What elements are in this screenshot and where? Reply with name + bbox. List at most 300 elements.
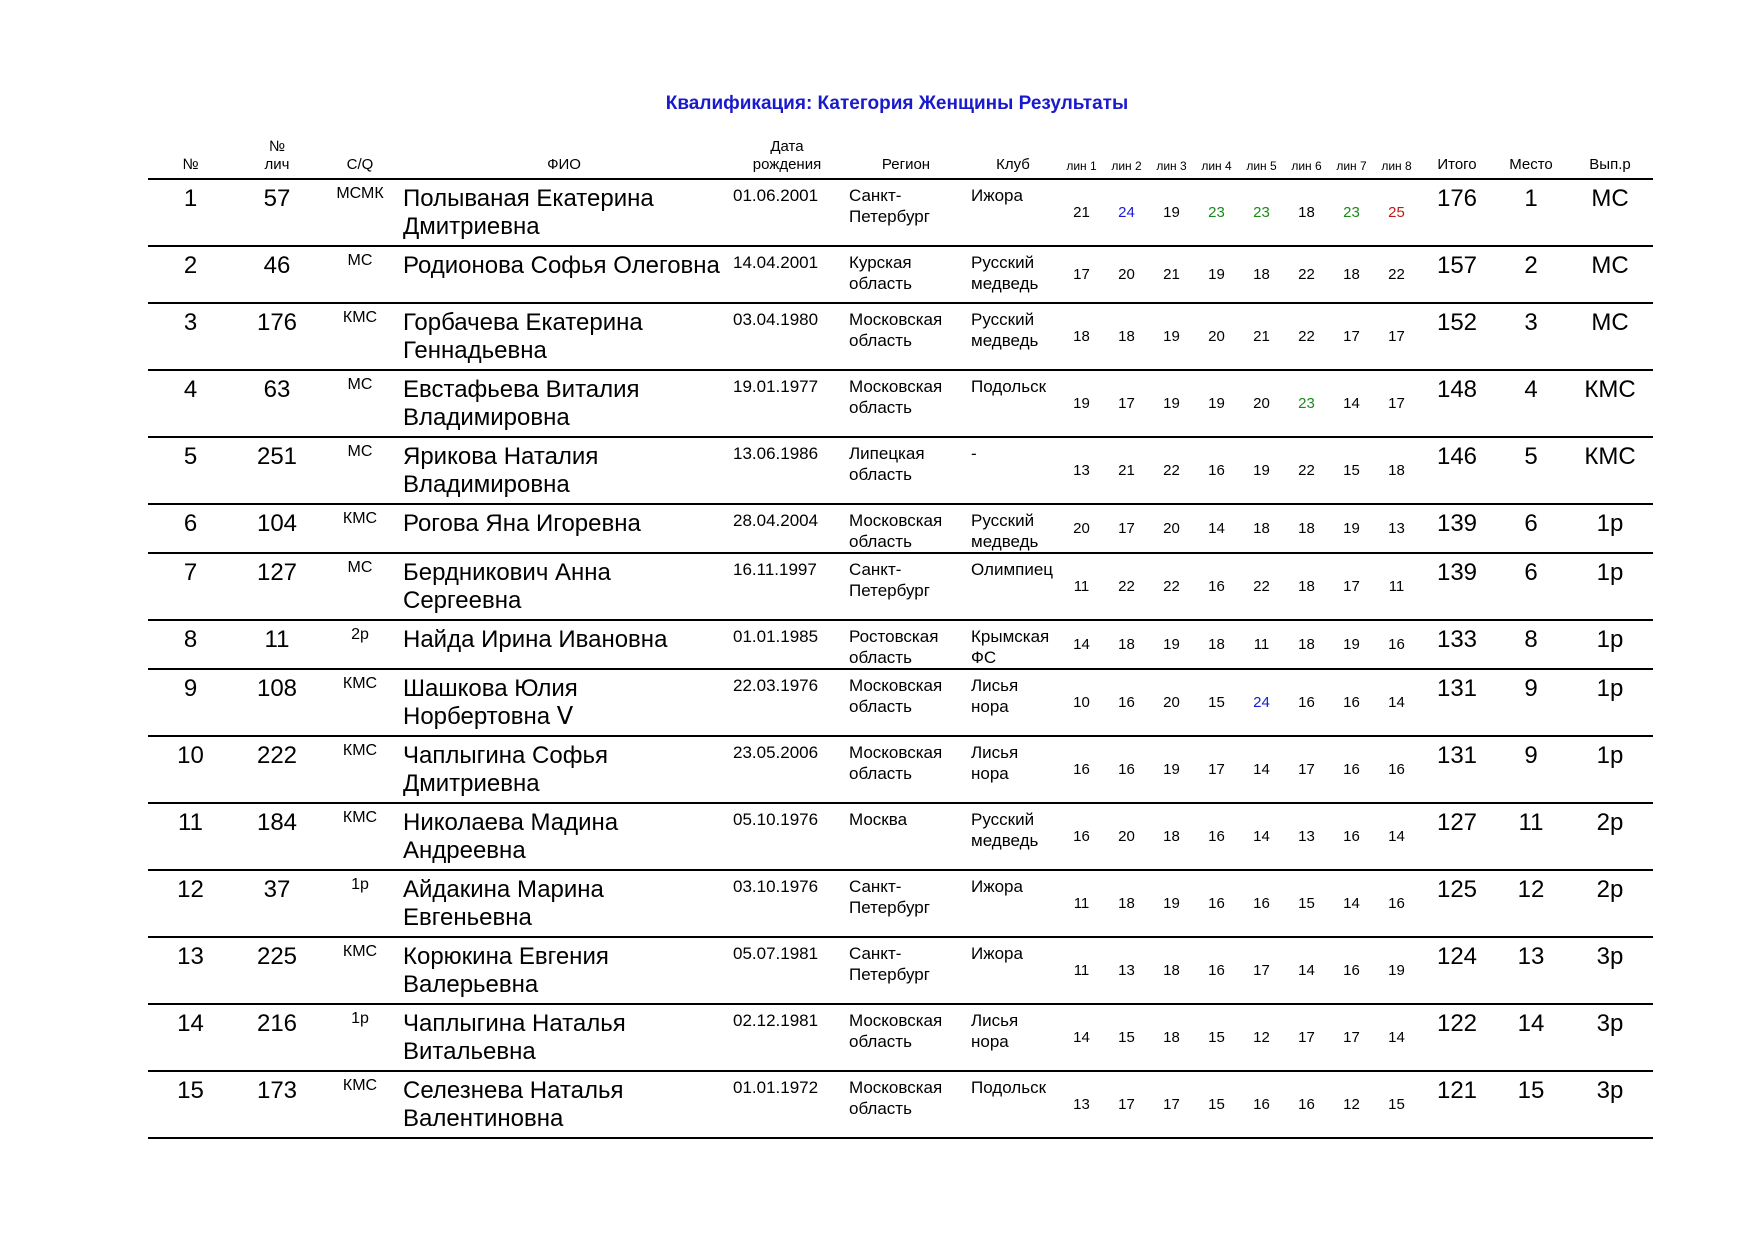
- cell-lane-2: 22: [1118, 578, 1135, 595]
- cell-rank: 3р: [1596, 943, 1624, 970]
- cell-place: 9: [1524, 742, 1538, 769]
- header-region: Регион: [881, 156, 931, 173]
- cell-region: Москва: [849, 810, 908, 829]
- header-total: Итого: [1437, 156, 1477, 173]
- cell-lane-1: 17: [1073, 266, 1090, 283]
- cell-num: 7: [183, 559, 198, 586]
- cell-lane-7: 19: [1343, 636, 1360, 653]
- cell-total: 146: [1436, 443, 1478, 470]
- cell-lane-7: 17: [1343, 1029, 1360, 1046]
- cell-club: Лисья нора: [971, 676, 1019, 716]
- cell-rank: 1р: [1596, 675, 1624, 702]
- cell-fio: Ярикова Наталия Владимировна: [403, 443, 599, 498]
- cell-rank: МС: [1591, 252, 1629, 279]
- cell-rank: 1р: [1596, 742, 1624, 769]
- cell-lane-5: 21: [1253, 328, 1270, 345]
- cell-lane-2: 20: [1118, 266, 1135, 283]
- cell-club: -: [971, 444, 977, 463]
- cell-lane-2: 20: [1118, 828, 1135, 845]
- cell-lane-5: 14: [1253, 828, 1270, 845]
- cell-fio: Полываная Екатерина Дмитриевна: [403, 185, 654, 240]
- cell-lane-6: 22: [1298, 266, 1315, 283]
- cell-region: Ростовская область: [849, 627, 939, 667]
- cell-num: 12: [177, 876, 204, 903]
- cell-lane-3: 19: [1163, 895, 1180, 912]
- cell-rank: МС: [1591, 309, 1629, 336]
- cell-fio: Селезнева Наталья Валентиновна: [403, 1077, 624, 1132]
- cell-club: Русский медведь: [971, 253, 1039, 293]
- cell-lane-2: 13: [1118, 962, 1135, 979]
- cell-place: 8: [1524, 626, 1538, 653]
- cell-total: 139: [1436, 559, 1478, 586]
- cell-lane-2: 18: [1118, 328, 1135, 345]
- table-row: [148, 870, 1653, 937]
- cell-fio: Родионова Софья Олеговна: [403, 252, 720, 279]
- cell-lane-2: 18: [1118, 895, 1135, 912]
- table-row: [148, 303, 1653, 370]
- header-lich: № лич: [264, 138, 290, 173]
- cell-date: 02.12.1981: [733, 1011, 819, 1030]
- cell-lane-7: 19: [1343, 520, 1360, 537]
- cell-date: 01.01.1985: [733, 627, 819, 646]
- cell-rank: 1р: [1596, 559, 1624, 586]
- cell-lane-7: 17: [1343, 578, 1360, 595]
- cell-date: 01.06.2001: [733, 186, 819, 205]
- table-row: [148, 937, 1653, 1004]
- cell-lane-4: 15: [1208, 694, 1225, 711]
- cell-lane-3: 18: [1163, 828, 1180, 845]
- cell-lich: 104: [256, 510, 298, 537]
- cell-total: 176: [1436, 185, 1478, 212]
- cell-lane-6: 13: [1298, 828, 1315, 845]
- header-club: Клуб: [996, 156, 1030, 173]
- cell-total: 122: [1436, 1010, 1478, 1037]
- cell-lane-1: 11: [1073, 895, 1090, 912]
- cell-date: 19.01.1977: [733, 377, 819, 396]
- cell-club: Ижора: [971, 944, 1023, 963]
- cell-lane-3: 19: [1163, 636, 1180, 653]
- cell-lane-1: 13: [1073, 462, 1090, 479]
- cell-cq: КМС: [342, 1077, 378, 1094]
- cell-lane-4: 23: [1208, 204, 1225, 221]
- cell-lane-5: 20: [1253, 395, 1270, 412]
- cell-lane-7: 14: [1343, 895, 1360, 912]
- cell-place: 6: [1524, 559, 1538, 586]
- table-row: [148, 179, 1653, 246]
- cell-lane-5: 11: [1253, 636, 1270, 653]
- cell-lane-5: 12: [1253, 1029, 1270, 1046]
- cell-lich: 46: [263, 252, 291, 279]
- cell-lane-8: 17: [1388, 328, 1405, 345]
- cell-lane-6: 23: [1298, 395, 1315, 412]
- cell-lane-1: 13: [1073, 1096, 1090, 1113]
- cell-lane-5: 18: [1253, 266, 1270, 283]
- cell-lich: 222: [256, 742, 298, 769]
- cell-rank: 1р: [1596, 626, 1624, 653]
- cell-lane-2: 17: [1118, 520, 1135, 537]
- cell-lane-8: 15: [1388, 1096, 1405, 1113]
- cell-lane-2: 17: [1118, 395, 1135, 412]
- cell-lane-4: 17: [1208, 761, 1225, 778]
- cell-fio: Николаева Мадина Андреевна: [403, 809, 619, 864]
- cell-lane-7: 16: [1343, 761, 1360, 778]
- cell-num: 1: [183, 185, 198, 212]
- header-date: Дата рождения: [752, 138, 822, 173]
- cell-lane-6: 18: [1298, 204, 1315, 221]
- header-num: №: [182, 156, 199, 173]
- cell-region: Московская область: [849, 676, 943, 716]
- cell-lich: 173: [256, 1077, 298, 1104]
- cell-date: 03.04.1980: [733, 310, 819, 329]
- cell-cq: КМС: [342, 742, 378, 759]
- header-lane-5: лин 5: [1246, 159, 1277, 173]
- cell-lane-4: 15: [1208, 1096, 1225, 1113]
- table-row: [148, 803, 1653, 870]
- cell-lane-7: 23: [1343, 204, 1360, 221]
- cell-lane-6: 16: [1298, 1096, 1315, 1113]
- table-row: [148, 370, 1653, 437]
- cell-lane-3: 18: [1163, 1029, 1180, 1046]
- cell-lane-3: 19: [1163, 395, 1180, 412]
- cell-total: 125: [1436, 876, 1478, 903]
- cell-lane-2: 18: [1118, 636, 1135, 653]
- cell-lane-8: 13: [1388, 520, 1405, 537]
- cell-lane-8: 11: [1388, 578, 1405, 595]
- cell-lane-3: 19: [1163, 328, 1180, 345]
- cell-lane-7: 14: [1343, 395, 1360, 412]
- cell-lich: 225: [256, 943, 298, 970]
- cell-lich: 57: [263, 185, 291, 212]
- cell-lane-6: 16: [1298, 694, 1315, 711]
- table-header-row: [148, 138, 1653, 179]
- cell-lane-7: 17: [1343, 328, 1360, 345]
- cell-rank: 2р: [1596, 876, 1624, 903]
- cell-fio: Шашкова Юлия Норбертовна ᐯ: [403, 675, 578, 730]
- cell-lane-5: 14: [1253, 761, 1270, 778]
- cell-lane-1: 11: [1073, 962, 1090, 979]
- table-row: [148, 504, 1653, 553]
- cell-total: 127: [1436, 809, 1478, 836]
- cell-lane-2: 15: [1118, 1029, 1135, 1046]
- cell-lane-4: 20: [1208, 328, 1225, 345]
- cell-cq: КМС: [342, 510, 378, 527]
- header-rank: Вып.р: [1589, 156, 1631, 173]
- cell-lich: 11: [264, 626, 290, 653]
- cell-total: 152: [1436, 309, 1478, 336]
- cell-place: 13: [1517, 943, 1545, 970]
- cell-region: Липецкая область: [849, 444, 925, 484]
- table-row: [148, 246, 1653, 303]
- cell-place: 11: [1518, 809, 1544, 836]
- cell-place: 6: [1524, 510, 1538, 537]
- cell-lane-1: 16: [1073, 828, 1090, 845]
- cell-region: Курская область: [849, 253, 912, 293]
- cell-lich: 108: [256, 675, 298, 702]
- cell-lane-1: 10: [1073, 694, 1090, 711]
- cell-region: Московская область: [849, 310, 943, 350]
- cell-lane-8: 22: [1388, 266, 1405, 283]
- cell-lane-2: 17: [1118, 1096, 1135, 1113]
- cell-lane-1: 14: [1073, 636, 1090, 653]
- cell-rank: 1р: [1596, 510, 1624, 537]
- cell-lane-8: 16: [1388, 895, 1405, 912]
- cell-fio: Рогова Яна Игоревна: [403, 510, 641, 537]
- cell-cq: КМС: [342, 309, 378, 326]
- cell-cq: МС: [347, 443, 373, 460]
- cell-num: 14: [177, 1010, 204, 1037]
- cell-lane-5: 16: [1253, 895, 1270, 912]
- cell-rank: 3р: [1596, 1010, 1624, 1037]
- cell-fio: Корюкина Евгения Валерьевна: [403, 943, 609, 998]
- cell-club: Русский медведь: [971, 810, 1039, 850]
- cell-lane-1: 19: [1073, 395, 1090, 412]
- cell-cq: МС: [347, 376, 373, 393]
- cell-num: 9: [183, 675, 198, 702]
- cell-lane-8: 14: [1388, 828, 1405, 845]
- cell-lich: 216: [256, 1010, 298, 1037]
- cell-lane-7: 18: [1343, 266, 1360, 283]
- cell-place: 9: [1524, 675, 1538, 702]
- cell-total: 148: [1436, 376, 1478, 403]
- cell-lane-7: 12: [1343, 1096, 1360, 1113]
- cell-lane-8: 16: [1388, 636, 1405, 653]
- cell-place: 4: [1524, 376, 1538, 403]
- table-row: [148, 437, 1653, 504]
- cell-date: 01.01.1972: [733, 1078, 819, 1097]
- cell-lane-6: 15: [1298, 895, 1315, 912]
- cell-lane-6: 18: [1298, 520, 1315, 537]
- cell-date: 03.10.1976: [733, 877, 819, 896]
- cell-cq: МСМК: [336, 185, 384, 202]
- cell-rank: МС: [1591, 185, 1629, 212]
- cell-num: 6: [183, 510, 198, 537]
- header-lane-2: лин 2: [1111, 159, 1142, 173]
- cell-lane-4: 19: [1208, 266, 1225, 283]
- cell-lane-7: 16: [1343, 694, 1360, 711]
- header-place: Место: [1509, 156, 1553, 173]
- cell-lane-3: 22: [1163, 578, 1180, 595]
- cell-total: 131: [1436, 675, 1478, 702]
- cell-fio: Чаплыгина Софья Дмитриевна: [403, 742, 608, 797]
- table-body: [148, 179, 1653, 1138]
- cell-cq: КМС: [342, 943, 378, 960]
- cell-club: Лисья нора: [971, 1011, 1019, 1051]
- page-title: Квалификация: Категория Женщины Результаты: [665, 93, 1129, 114]
- cell-lane-7: 16: [1343, 962, 1360, 979]
- cell-lane-1: 18: [1073, 328, 1090, 345]
- cell-cq: КМС: [342, 675, 378, 692]
- cell-fio: Горбачева Екатерина Геннадьевна: [403, 309, 643, 364]
- cell-num: 15: [177, 1077, 204, 1104]
- cell-lane-1: 16: [1073, 761, 1090, 778]
- cell-lane-3: 19: [1163, 761, 1180, 778]
- cell-num: 3: [183, 309, 198, 336]
- cell-lane-1: 21: [1073, 204, 1090, 221]
- cell-lane-2: 16: [1118, 694, 1135, 711]
- cell-fio: Найда Ирина Ивановна: [403, 626, 668, 653]
- header-lane-7: лин 7: [1336, 159, 1367, 173]
- cell-lane-1: 20: [1073, 520, 1090, 537]
- table-row: [148, 620, 1653, 669]
- cell-date: 16.11.1997: [733, 560, 817, 579]
- cell-lane-5: 18: [1253, 520, 1270, 537]
- cell-num: 4: [183, 376, 198, 403]
- cell-place: 1: [1524, 185, 1538, 212]
- cell-lane-3: 21: [1163, 266, 1180, 283]
- cell-club: Крымская ФС: [971, 627, 1050, 667]
- cell-lane-8: 16: [1388, 761, 1405, 778]
- cell-lane-1: 11: [1073, 578, 1090, 595]
- cell-club: Лисья нора: [971, 743, 1019, 783]
- cell-num: 10: [177, 742, 204, 769]
- cell-lane-5: 22: [1253, 578, 1270, 595]
- results-table: [148, 138, 1653, 1139]
- cell-lich: 37: [263, 876, 291, 903]
- header-lane-1: лин 1: [1066, 159, 1097, 173]
- cell-lane-3: 17: [1163, 1096, 1180, 1113]
- cell-lane-3: 19: [1163, 204, 1180, 221]
- cell-total: 139: [1436, 510, 1478, 537]
- cell-date: 05.10.1976: [733, 810, 819, 829]
- cell-club: Подольск: [971, 1078, 1047, 1097]
- cell-date: 23.05.2006: [733, 743, 819, 762]
- cell-lane-6: 22: [1298, 462, 1315, 479]
- table-row: [148, 1004, 1653, 1071]
- cell-place: 12: [1517, 876, 1545, 903]
- cell-lane-5: 16: [1253, 1096, 1270, 1113]
- table-row: [148, 736, 1653, 803]
- cell-lane-3: 18: [1163, 962, 1180, 979]
- cell-num: 13: [177, 943, 204, 970]
- cell-club: Олимпиец: [971, 560, 1054, 579]
- cell-place: 15: [1517, 1077, 1545, 1104]
- cell-lane-4: 16: [1208, 895, 1225, 912]
- cell-region: Московская область: [849, 743, 943, 783]
- cell-region: Московская область: [849, 511, 943, 551]
- cell-date: 14.04.2001: [733, 253, 819, 272]
- cell-lane-6: 14: [1298, 962, 1315, 979]
- cell-lane-4: 19: [1208, 395, 1225, 412]
- cell-date: 05.07.1981: [733, 944, 819, 963]
- header-lane-4: лин 4: [1201, 159, 1232, 173]
- cell-lane-8: 25: [1388, 204, 1405, 221]
- cell-lane-5: 23: [1253, 204, 1270, 221]
- cell-region: Московская область: [849, 377, 943, 417]
- cell-num: 8: [183, 626, 198, 653]
- cell-fio: Евстафьева Виталия Владимировна: [403, 376, 640, 431]
- cell-fio: Бердникович Анна Сергеевна: [403, 559, 611, 614]
- cell-cq: МС: [347, 252, 373, 269]
- table-row: [148, 553, 1653, 620]
- cell-cq: 2р: [351, 626, 369, 643]
- cell-lane-6: 18: [1298, 578, 1315, 595]
- cell-rank: 2р: [1596, 809, 1624, 836]
- cell-club: Ижора: [971, 877, 1023, 896]
- cell-club: Русский медведь: [971, 511, 1039, 551]
- cell-lich: 127: [256, 559, 298, 586]
- cell-place: 14: [1517, 1010, 1545, 1037]
- cell-total: 124: [1436, 943, 1478, 970]
- cell-num: 5: [183, 443, 198, 470]
- cell-lane-6: 18: [1298, 636, 1315, 653]
- cell-total: 157: [1436, 252, 1478, 279]
- cell-lich: 63: [263, 376, 291, 403]
- cell-cq: 1р: [351, 876, 369, 893]
- cell-lane-5: 24: [1253, 694, 1270, 711]
- cell-club: Русский медведь: [971, 310, 1039, 350]
- cell-lane-3: 20: [1163, 520, 1180, 537]
- table-row: [148, 1071, 1653, 1138]
- cell-lane-4: 16: [1208, 578, 1225, 595]
- cell-lane-3: 22: [1163, 462, 1180, 479]
- cell-lane-5: 19: [1253, 462, 1270, 479]
- cell-lane-4: 16: [1208, 462, 1225, 479]
- cell-lane-2: 21: [1118, 462, 1135, 479]
- header-fio: ФИО: [547, 156, 581, 173]
- cell-num: 11: [178, 809, 203, 836]
- cell-place: 3: [1524, 309, 1538, 336]
- cell-region: Санкт-Петербург: [849, 560, 930, 600]
- cell-place: 5: [1524, 443, 1538, 470]
- header-cq: C/Q: [346, 156, 374, 173]
- cell-total: 121: [1436, 1077, 1478, 1104]
- cell-lane-5: 17: [1253, 962, 1270, 979]
- cell-region: Санкт-Петербург: [849, 877, 930, 917]
- header-lane-8: лин 8: [1381, 159, 1412, 173]
- cell-lane-4: 16: [1208, 962, 1225, 979]
- cell-lane-8: 14: [1388, 1029, 1405, 1046]
- cell-lane-8: 18: [1388, 462, 1405, 479]
- cell-date: 28.04.2004: [733, 511, 819, 530]
- cell-lich: 251: [256, 443, 298, 470]
- cell-region: Московская область: [849, 1011, 943, 1051]
- cell-cq: 1р: [351, 1010, 369, 1027]
- cell-date: 22.03.1976: [733, 676, 819, 695]
- cell-lane-6: 17: [1298, 761, 1315, 778]
- cell-lane-1: 14: [1073, 1029, 1090, 1046]
- cell-lane-2: 16: [1118, 761, 1135, 778]
- cell-lane-7: 15: [1343, 462, 1360, 479]
- cell-place: 2: [1524, 252, 1538, 279]
- cell-fio: Чаплыгина Наталья Витальевна: [403, 1010, 626, 1065]
- header-lane-3: лин 3: [1156, 159, 1187, 173]
- cell-region: Московская область: [849, 1078, 943, 1118]
- cell-lane-3: 20: [1163, 694, 1180, 711]
- cell-lane-2: 24: [1118, 204, 1135, 221]
- cell-lane-7: 16: [1343, 828, 1360, 845]
- cell-rank: 3р: [1596, 1077, 1624, 1104]
- cell-region: Санкт-Петербург: [849, 186, 930, 226]
- cell-fio: Айдакина Марина Евгеньевна: [403, 876, 604, 931]
- cell-lane-4: 15: [1208, 1029, 1225, 1046]
- header-lane-6: лин 6: [1291, 159, 1322, 173]
- cell-lane-4: 18: [1208, 636, 1225, 653]
- cell-lane-8: 19: [1388, 962, 1405, 979]
- cell-club: Ижора: [971, 186, 1023, 205]
- cell-cq: МС: [347, 559, 373, 576]
- table-row: [148, 669, 1653, 736]
- cell-cq: КМС: [342, 809, 378, 826]
- cell-rank: КМС: [1584, 376, 1636, 403]
- cell-region: Санкт-Петербург: [849, 944, 930, 984]
- cell-date: 13.06.1986: [733, 444, 819, 463]
- cell-lane-8: 17: [1388, 395, 1405, 412]
- cell-lane-4: 16: [1208, 828, 1225, 845]
- cell-rank: КМС: [1584, 443, 1636, 470]
- cell-lane-4: 14: [1208, 520, 1225, 537]
- cell-num: 2: [183, 252, 198, 279]
- cell-lich: 184: [256, 809, 298, 836]
